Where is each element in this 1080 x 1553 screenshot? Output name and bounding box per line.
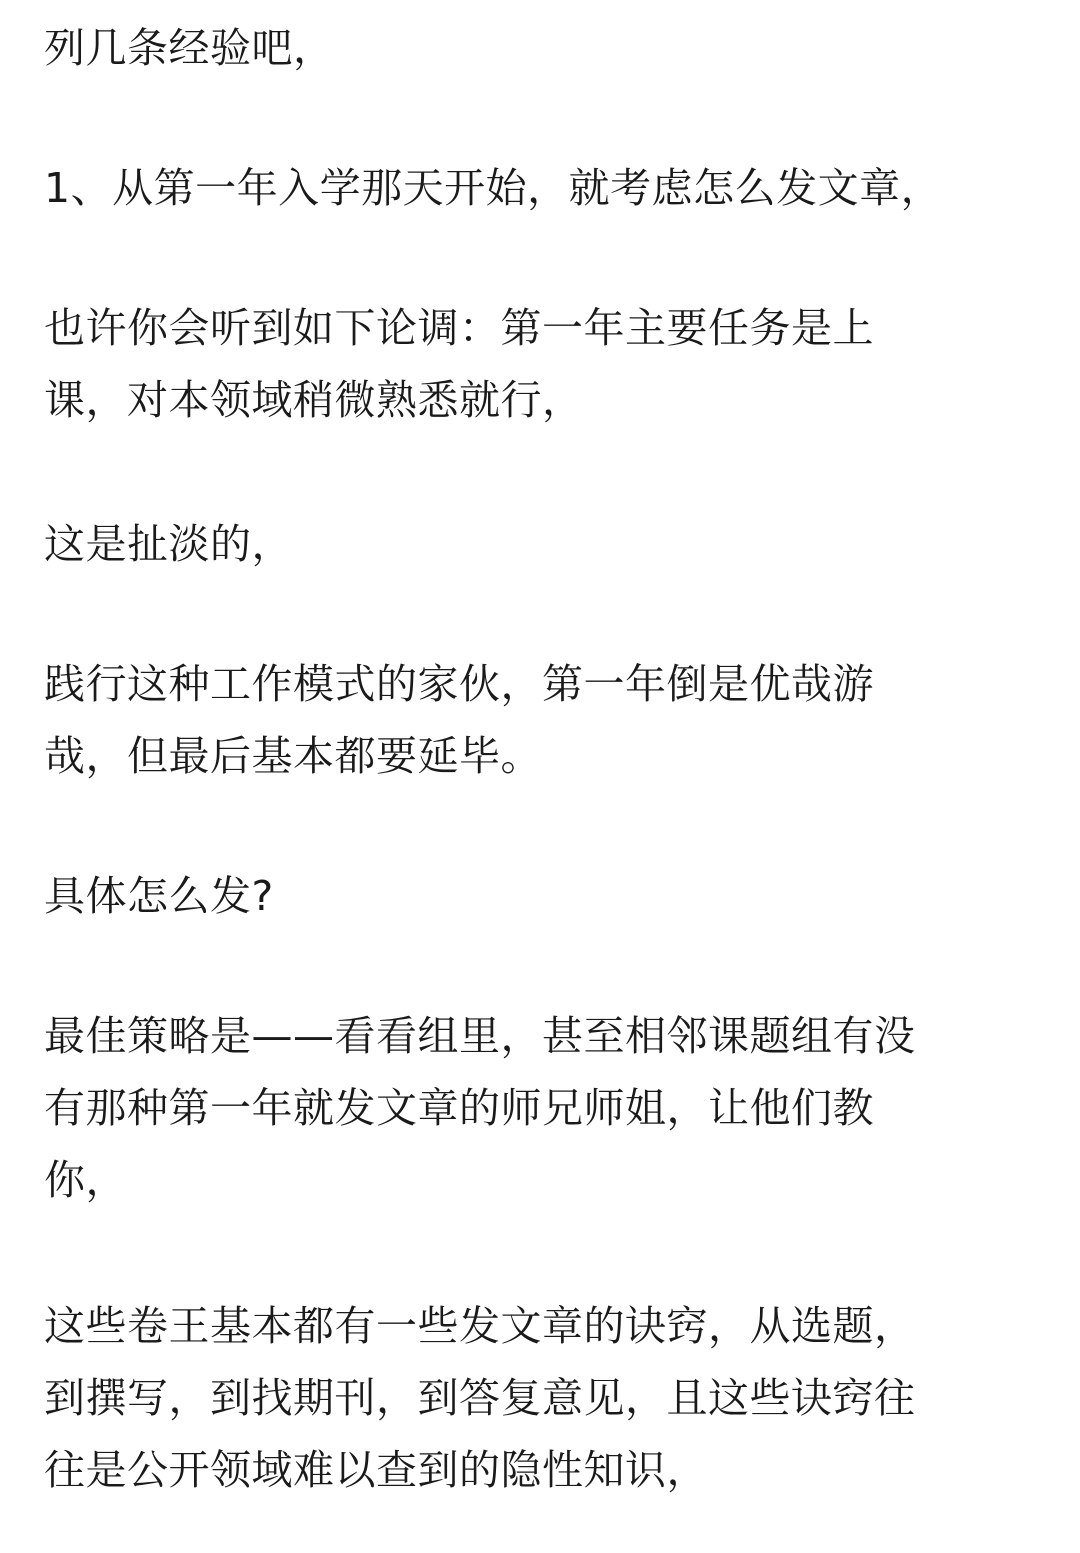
paragraph-1 xyxy=(44,12,335,84)
paragraph-line: 最佳策略是——看看组里，甚至相邻课题组有没 xyxy=(44,1012,916,1060)
paragraph-line: 也许你会听到如下论调：第一年主要任务是上 xyxy=(44,304,874,352)
paragraph-line: 这是扯淡的， xyxy=(44,520,293,568)
paragraph-8 xyxy=(44,1290,916,1506)
paragraph-line: 具体怎么发? xyxy=(44,872,274,920)
paragraph-3 xyxy=(44,292,874,436)
paragraph-line: 往是公开领域难以查到的隐性知识， xyxy=(44,1446,708,1494)
paragraph-4 xyxy=(44,508,293,580)
paragraph-line: 1、从第一年入学那天开始，就考虑怎么发文章， xyxy=(44,164,943,212)
paragraph-line: 到撰写，到找期刊，到答复意见，且这些诀窍往 xyxy=(44,1374,916,1422)
paragraph-line: 哉，但最后基本都要延毕。 xyxy=(44,732,542,780)
paragraph-6 xyxy=(44,860,274,932)
paragraph-2 xyxy=(44,152,942,224)
paragraph-line: 有那种第一年就发文章的师兄师姐，让他们教 xyxy=(44,1084,874,1132)
paragraph-line: 课，对本领域稍微熟悉就行， xyxy=(44,376,584,424)
paragraph-line: 这些卷王基本都有一些发文章的诀窍，从选题， xyxy=(44,1302,916,1350)
paragraph-line: 列几条经验吧， xyxy=(44,24,335,72)
paragraph-7 xyxy=(44,1000,916,1216)
paragraph-line: 践行这种工作模式的家伙，第一年倒是优哉游 xyxy=(44,660,874,708)
paragraph-line: 你， xyxy=(44,1156,127,1204)
paragraph-5 xyxy=(44,648,874,792)
